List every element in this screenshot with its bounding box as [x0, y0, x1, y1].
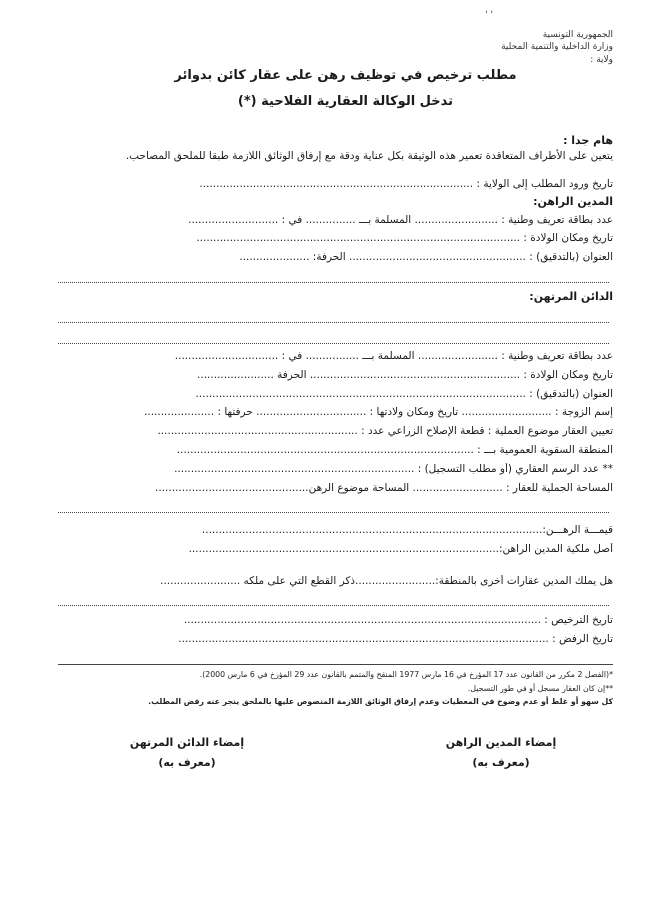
footnote-3: كل سهو أو غلط أو عدم وضوح في المعطيات وعدم إرفاق الوثائق اللازمة المنصوص عليها بالملحق ينجر عنه رفض المطلب. [148, 697, 613, 706]
other-properties-field[interactable]: هل يملك المدين عقارات أخرى بالمنطقة:........................ذكر القطع التي على ملكه ........................ [160, 575, 613, 587]
form-title-line2: تدخل الوكالة العقارية الفلاحية (*) [237, 94, 454, 109]
intro-text: يتعين على الأطراف المتعاقدة تعمير هذه الوثيقة بكل عناية ودقة مع إرفاق الوثائق اللازمة طبقا للملحق المصاحب. [125, 150, 613, 162]
debtor-heading: المدين الراهن: [533, 195, 613, 208]
creditor-signature-note: (معرف به) [158, 756, 216, 769]
dotted-line[interactable] [58, 605, 609, 606]
debtor-id-field[interactable]: عدد بطاقة تعريف وطنية : ......................... المسلمة بـــ ............... في : ........................... [188, 214, 613, 226]
ministry-line: وزارة الداخلية والتنمية المحلية [501, 42, 613, 52]
creditor-signature-label: إمضاء الدائن المرتهن [129, 736, 245, 749]
creditor-heading: الدائن المرتهن: [529, 290, 613, 303]
authorization-date-field[interactable]: تاريخ الترخيص : ........................................................................................................... [183, 614, 613, 626]
header-marks: ' ' [485, 10, 493, 20]
spouse-field[interactable]: إسم الزوجة : ........................... تاريخ ومكان ولادتها : ................................. حرفتها : ..................... [144, 406, 613, 418]
property-field[interactable]: تعيين العقار موضوع العملية : قطعة الإصلاح الزراعي عدد : ............................................................ [157, 425, 613, 437]
refusal-date-field[interactable]: تاريخ الرفض : ............................................................................................................... [178, 633, 613, 645]
important-heading: هام جدا : [563, 134, 613, 147]
arrival-date-field[interactable]: تاريخ ورود المطلب إلى الولاية : .................................................................................. [199, 178, 613, 190]
debtor-address-job-field[interactable]: العنوان (بالتدقيق) : ..................................................... الحرفة: ..................... [239, 251, 613, 263]
republic-line: الجمهورية التونسية [542, 30, 613, 40]
ownership-origin-field[interactable]: أصل ملكية المدين الراهن:............................................................................................. [188, 543, 613, 555]
footnote-2: **إن كان العقار مسجل أو في طور التسجيل. [467, 684, 613, 693]
dotted-line[interactable] [58, 343, 609, 344]
debtor-signature-label: إمضاء المدين الراهن [445, 736, 557, 749]
creditor-address-field[interactable]: العنوان (بالتدقيق) : ................................................................................................... [195, 388, 613, 400]
dotted-line[interactable] [58, 282, 609, 283]
debtor-birth-field[interactable]: تاريخ ومكان الولادة : ................................................................................................. [196, 232, 613, 244]
debtor-signature-note: (معرف به) [472, 756, 530, 769]
land-title-field[interactable]: ** عدد الرسم العقاري (أو مطلب التسجيل) : ........................................................................ [174, 463, 613, 475]
form-title-line1: مطلب ترخيص في توظيف رهن على عقار كائن بدوائر [174, 68, 517, 83]
governorate-line: ولاية : [590, 55, 613, 65]
dotted-line[interactable] [58, 512, 609, 513]
mortgage-value-field[interactable]: قيمـــة الرهـــن:...................................................................................................... [201, 524, 613, 536]
footnote-1: *(الفصل 2 مكرر من القانون عدد 17 المؤرخ في 16 مارس 1977 المنقح والمتمم بالقانون عدد 29 المؤرخ في 6 مارس 2000). [199, 670, 613, 679]
footnote-rule [58, 664, 613, 665]
creditor-birth-job-field[interactable]: تاريخ ومكان الولادة : ............................................................... الحرفة ....................... [197, 369, 613, 381]
area-field[interactable]: المساحة الجملية للعقار : ........................... المساحة موضوع الرهن.............................................. [155, 482, 613, 494]
irrigated-zone-field[interactable]: المنطقة السقوية العمومية بـــ : ......................................................................................... [176, 444, 613, 456]
creditor-id-field[interactable]: عدد بطاقة تعريف وطنية : ........................ المسلمة بـــ ................ في : ............................... [174, 350, 613, 362]
dotted-line[interactable] [58, 322, 609, 323]
